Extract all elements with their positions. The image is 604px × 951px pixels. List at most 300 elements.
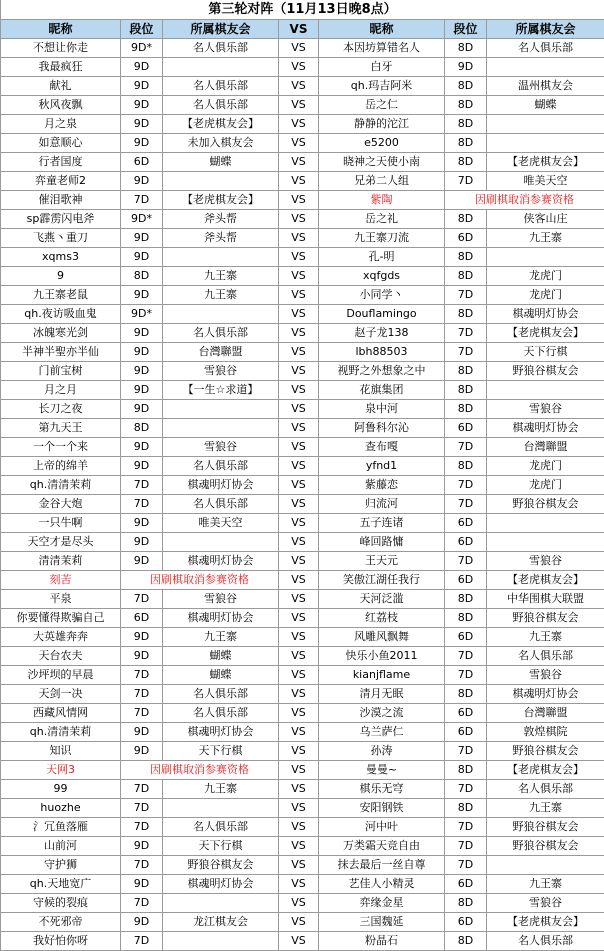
vs-label: VS: [279, 305, 319, 324]
player-club-left: 九王寨: [163, 780, 279, 799]
player-rank-left: 9D*: [121, 39, 163, 58]
player-name-left: 秋风夜飘: [1, 96, 121, 115]
player-club-right: 雪狼谷: [487, 400, 604, 419]
vs-label: VS: [279, 115, 319, 134]
vs-label: VS: [279, 267, 319, 286]
player-rank-left: 9D: [121, 913, 163, 932]
player-club-right: 野狼谷棋友会: [487, 495, 604, 514]
player-rank-left: 9D: [121, 286, 163, 305]
player-club-left: 棋魂明灯协会: [163, 609, 279, 628]
player-club-right: 温州棋友会: [487, 77, 604, 96]
player-club-left: 名人俱乐部: [163, 77, 279, 96]
player-name-right: 沙漠之流: [319, 704, 445, 723]
player-name-left: qh.清清茉莉: [1, 723, 121, 742]
player-rank-left: 9D: [121, 400, 163, 419]
player-name-left: 天台农夫: [1, 647, 121, 666]
player-rank-left: 9D: [121, 723, 163, 742]
player-name-left: 催泪歌神: [1, 191, 121, 210]
player-club-left: 未加入棋友会: [163, 134, 279, 153]
player-club-right: 野狼谷棋友会: [487, 837, 604, 856]
vs-label: VS: [279, 134, 319, 153]
table-row: [1, 381, 604, 400]
table-row: [1, 856, 604, 875]
player-rank-right: 7D: [445, 780, 487, 799]
player-club-left: 天下行棋: [163, 742, 279, 761]
player-name-left: sp霹雳闪电斧: [1, 210, 121, 229]
header-club-left: 所属棋友会: [163, 20, 279, 39]
vs-label: VS: [279, 609, 319, 628]
header-club-right: 所属棋友会: [487, 20, 604, 39]
sheet-title: 第三轮对阵（11月13日晚8点）: [1, 0, 604, 20]
vs-label: VS: [279, 666, 319, 685]
player-name-right: 笑傲江湖任我行: [319, 571, 445, 590]
player-rank-right: 6D: [445, 419, 487, 438]
player-club-right: 野狼谷棋友会: [487, 362, 604, 381]
player-name-left: 九王寨老鼠: [1, 286, 121, 305]
player-rank-left: 6D: [121, 609, 163, 628]
player-club-right: [487, 134, 604, 153]
vs-label: VS: [279, 780, 319, 799]
player-club-right: 名人俱乐部: [487, 932, 604, 951]
table-row: [1, 248, 604, 267]
player-name-left: 清清茉莉: [1, 552, 121, 571]
table-row: [1, 609, 604, 628]
table-row: [1, 666, 604, 685]
player-name-right: lbh88503: [319, 343, 445, 362]
player-rank-right: 7D: [445, 286, 487, 305]
player-name-left: 一个一个来: [1, 438, 121, 457]
player-club-right: [487, 58, 604, 77]
player-club-left: 蝴蝶: [163, 666, 279, 685]
vs-label: VS: [279, 381, 319, 400]
player-rank-left: 9D: [121, 248, 163, 267]
table-row: [1, 685, 604, 704]
vs-label: VS: [279, 514, 319, 533]
player-name-left: 守候的裂痕: [1, 894, 121, 913]
player-club-left: 野狼谷棋友会: [163, 856, 279, 875]
player-name-left: 我最疯狂: [1, 58, 121, 77]
player-name-right: 天河泛滥: [319, 590, 445, 609]
player-rank-left: 8D: [121, 419, 163, 438]
player-name-right: 乌兰萨仁: [319, 723, 445, 742]
player-name-right: qh.玛吉阿米: [319, 77, 445, 96]
table-row: [1, 39, 604, 58]
player-rank-right: 8D: [445, 685, 487, 704]
player-rank-right: 8D: [445, 115, 487, 134]
player-club-right: 名人俱乐部: [487, 647, 604, 666]
player-rank-left: 9D: [121, 229, 163, 248]
player-club-left: [163, 419, 279, 438]
player-club-left: 名人俱乐部: [163, 495, 279, 514]
player-rank-left: 7D: [121, 799, 163, 818]
player-club-right: [487, 856, 604, 875]
player-club-left: 天下行棋: [163, 837, 279, 856]
player-club-left: [163, 799, 279, 818]
player-club-left: 棋魂明灯协会: [163, 476, 279, 495]
player-club-left: 名人俱乐部: [163, 39, 279, 58]
player-name-left: 上帝的绵羊: [1, 457, 121, 476]
player-rank-right: 7D: [445, 818, 487, 837]
table-row: [1, 476, 604, 495]
vs-label: VS: [279, 362, 319, 381]
player-club-right: 九王寨: [487, 799, 604, 818]
player-club-left: [163, 932, 279, 951]
header-vs: VS: [279, 20, 319, 39]
player-club-left: 雪狼谷: [163, 362, 279, 381]
table-row: [1, 723, 604, 742]
vs-label: VS: [279, 96, 319, 115]
table-row: [1, 647, 604, 666]
player-name-right: 本因坊算错名人: [319, 39, 445, 58]
vs-label: VS: [279, 191, 319, 210]
player-club-right: 敦煌棋院: [487, 723, 604, 742]
player-club-left: [163, 894, 279, 913]
table-row: [1, 229, 604, 248]
player-rank-right: 7D: [445, 324, 487, 343]
player-club-right: 中华围棋大联盟: [487, 590, 604, 609]
player-rank-left: 7D: [121, 590, 163, 609]
header-row: [1, 20, 604, 39]
player-name-right: e5200: [319, 134, 445, 153]
player-club-right: 【老虎棋友会】: [487, 913, 604, 932]
table-row: [1, 875, 604, 894]
table-row: [1, 894, 604, 913]
player-name-right: 岳之礼: [319, 210, 445, 229]
player-rank-right: 9D: [445, 58, 487, 77]
player-club-right: 台灣聯盟: [487, 438, 604, 457]
player-rank-right: 8D: [445, 381, 487, 400]
player-club-right: 雪狼谷: [487, 666, 604, 685]
player-rank-left: 9D*: [121, 210, 163, 229]
table-row: [1, 115, 604, 134]
player-rank-right: 8D: [445, 134, 487, 153]
table-row: [1, 267, 604, 286]
player-club-left: [163, 400, 279, 419]
player-rank-right: 7D: [445, 438, 487, 457]
player-name-right: 归流河: [319, 495, 445, 514]
player-club-left: 名人俱乐部: [163, 457, 279, 476]
table-row: [1, 153, 604, 172]
player-rank-left: 7D: [121, 476, 163, 495]
player-club-left: 雪狼谷: [163, 438, 279, 457]
player-club-left: [163, 172, 279, 191]
header-name-left: 昵称: [1, 20, 121, 39]
player-rank-right: 8D: [445, 609, 487, 628]
player-name-right: 岳之仁: [319, 96, 445, 115]
player-rank-right: 7D: [445, 495, 487, 514]
player-rank-left: 9D: [121, 96, 163, 115]
player-rank-left: 7D: [121, 932, 163, 951]
player-club-left: 台灣聯盟: [163, 343, 279, 362]
disqualified-note-right: 因刷棋取消参赛资格: [445, 191, 604, 210]
player-name-left: 月之泉: [1, 115, 121, 134]
player-club-left: 棋魂明灯协会: [163, 723, 279, 742]
player-name-left: 氵冗鱼落雁: [1, 818, 121, 837]
player-name-right: 清月无眠: [319, 685, 445, 704]
player-rank-left: 7D: [121, 704, 163, 723]
player-rank-left: 9D: [121, 381, 163, 400]
vs-label: VS: [279, 552, 319, 571]
player-rank-right: 6D: [445, 533, 487, 552]
player-club-right: 雪狼谷: [487, 894, 604, 913]
table-row: [1, 571, 604, 590]
player-name-left: 不想让你走: [1, 39, 121, 58]
vs-label: VS: [279, 343, 319, 362]
player-rank-left: 9D: [121, 324, 163, 343]
table-row: [1, 818, 604, 837]
table-row: [1, 704, 604, 723]
player-name-left: 知识: [1, 742, 121, 761]
player-rank-right: 7D: [445, 856, 487, 875]
player-rank-right: 7D: [445, 647, 487, 666]
player-name-left: 大英雄奔奔: [1, 628, 121, 647]
player-rank-right: 8D: [445, 799, 487, 818]
player-rank-right: 8D: [445, 210, 487, 229]
pairing-rows: [1, 39, 604, 951]
player-rank-left: 9D: [121, 514, 163, 533]
player-club-right: 棋魂明灯协会: [487, 305, 604, 324]
table-row: [1, 590, 604, 609]
player-name-left: 刻苦: [1, 571, 121, 590]
player-name-left: 西藏风情网: [1, 704, 121, 723]
player-rank-right: 8D: [445, 932, 487, 951]
player-rank-right: 6D: [445, 229, 487, 248]
player-rank-left: 9D: [121, 628, 163, 647]
player-name-right: 孔-明: [319, 248, 445, 267]
player-rank-left: 9D: [121, 457, 163, 476]
player-club-right: 龙虎门: [487, 457, 604, 476]
player-club-left: 雪狼谷: [163, 590, 279, 609]
player-name-right: 抹去最后一丝自尊: [319, 856, 445, 875]
table-row: [1, 799, 604, 818]
player-club-left: 蝴蝶: [163, 153, 279, 172]
vs-label: VS: [279, 438, 319, 457]
table-row: [1, 837, 604, 856]
vs-label: VS: [279, 77, 319, 96]
vs-label: VS: [279, 913, 319, 932]
player-club-left: [163, 533, 279, 552]
player-rank-left: 9D: [121, 647, 163, 666]
vs-label: VS: [279, 400, 319, 419]
player-rank-right: 7D: [445, 552, 487, 571]
player-rank-left: 9D: [121, 58, 163, 77]
player-club-right: 棋魂明灯协会: [487, 419, 604, 438]
player-name-right: 晓神之天使小南: [319, 153, 445, 172]
player-club-right: [487, 514, 604, 533]
table-row: [1, 628, 604, 647]
player-rank-left: 7D: [121, 191, 163, 210]
vs-label: VS: [279, 495, 319, 514]
player-name-right: 三国魏延: [319, 913, 445, 932]
table-row: [1, 172, 604, 191]
disqualified-note-left: 因刷棋取消参赛资格: [121, 571, 279, 590]
vs-label: VS: [279, 647, 319, 666]
player-club-right: 九王寨: [487, 628, 604, 647]
vs-label: VS: [279, 761, 319, 780]
table-row: [1, 400, 604, 419]
player-name-right: yfnd1: [319, 457, 445, 476]
player-name-left: 一只牛啊: [1, 514, 121, 533]
player-name-left: 行者国度: [1, 153, 121, 172]
player-club-right: 【老虎棋友会】: [487, 153, 604, 172]
player-rank-right: 7D: [445, 666, 487, 685]
player-name-right: 花旗集团: [319, 381, 445, 400]
player-name-right: 白牙: [319, 58, 445, 77]
player-rank-right: 7D: [445, 742, 487, 761]
player-club-right: 九王寨: [487, 229, 604, 248]
player-rank-left: 9D: [121, 742, 163, 761]
player-club-left: 斧头帮: [163, 229, 279, 248]
table-row: [1, 742, 604, 761]
table-row: [1, 210, 604, 229]
player-name-right: 阿鲁科尔沁: [319, 419, 445, 438]
player-club-left: 名人俱乐部: [163, 818, 279, 837]
player-club-right: 九王寨: [487, 875, 604, 894]
player-name-left: 弈童老师2: [1, 172, 121, 191]
vs-label: VS: [279, 932, 319, 951]
player-club-right: 天下行棋: [487, 343, 604, 362]
vs-label: VS: [279, 685, 319, 704]
player-rank-left: 9D: [121, 875, 163, 894]
disqualified-note-left: 因刷棋取消参赛资格: [121, 761, 279, 780]
table-row: [1, 780, 604, 799]
player-name-left: 飞燕丶重刀: [1, 229, 121, 248]
player-name-right: 红荔枝: [319, 609, 445, 628]
player-club-left: 龙江棋友会: [163, 913, 279, 932]
player-name-left: qh.清清茉莉: [1, 476, 121, 495]
player-name-right: 静静的沱江: [319, 115, 445, 134]
player-club-left: 九王寨: [163, 286, 279, 305]
table-row: [1, 324, 604, 343]
player-rank-left: 9D: [121, 115, 163, 134]
player-club-right: 棋魂明灯协会: [487, 685, 604, 704]
table-row: [1, 913, 604, 932]
player-rank-left: 7D: [121, 818, 163, 837]
header-name-right: 昵称: [319, 20, 445, 39]
player-rank-right: 8D: [445, 362, 487, 381]
player-name-right: 万类霜天竞自由: [319, 837, 445, 856]
player-name-left: 9: [1, 267, 121, 286]
vs-label: VS: [279, 837, 319, 856]
player-club-left: [163, 248, 279, 267]
player-name-right: 兄弟二人组: [319, 172, 445, 191]
player-rank-left: 9D: [121, 343, 163, 362]
player-club-left: 名人俱乐部: [163, 96, 279, 115]
player-name-left: 月之月: [1, 381, 121, 400]
player-club-left: 棋魂明灯协会: [163, 552, 279, 571]
player-club-right: [487, 248, 604, 267]
player-name-left: 如意顺心: [1, 134, 121, 153]
player-club-right: [487, 533, 604, 552]
player-name-right: Douflamingo: [319, 305, 445, 324]
player-name-right: xqfgds: [319, 267, 445, 286]
player-name-left: 99: [1, 780, 121, 799]
player-name-left: 你要懂得欺骗自己: [1, 609, 121, 628]
player-club-right: 龙虎门: [487, 476, 604, 495]
table-row: [1, 58, 604, 77]
player-club-right: 【老虎棋友会】: [487, 761, 604, 780]
player-rank-left: 8D: [121, 267, 163, 286]
player-club-left: [163, 305, 279, 324]
player-club-right: [487, 115, 604, 134]
player-name-right: 泉中河: [319, 400, 445, 419]
player-club-left: 蝴蝶: [163, 647, 279, 666]
table-row: [1, 96, 604, 115]
player-name-right: 小同学丶: [319, 286, 445, 305]
player-club-right: 【老虎棋友会】: [487, 324, 604, 343]
player-club-right: 名人俱乐部: [487, 39, 604, 58]
player-rank-left: 9D: [121, 77, 163, 96]
table-row: [1, 286, 604, 305]
vs-label: VS: [279, 628, 319, 647]
player-name-right: 九王寨刀流: [319, 229, 445, 248]
player-name-right: 曼曼~: [319, 761, 445, 780]
table-row: [1, 495, 604, 514]
table-row: [1, 552, 604, 571]
player-club-left: 名人俱乐部: [163, 324, 279, 343]
player-club-right: 野狼谷棋友会: [487, 609, 604, 628]
player-club-right: 唯美天空: [487, 172, 604, 191]
player-rank-left: 7D: [121, 894, 163, 913]
header-rank-left: 段位: [121, 20, 163, 39]
vs-label: VS: [279, 894, 319, 913]
player-rank-right: 8D: [445, 39, 487, 58]
player-club-right: [487, 381, 604, 400]
player-club-right: 龙虎门: [487, 286, 604, 305]
player-rank-right: 8D: [445, 267, 487, 286]
player-name-left: 冰魄寒光剑: [1, 324, 121, 343]
player-name-right: 五子连诸: [319, 514, 445, 533]
table-row: [1, 134, 604, 153]
player-name-left: 我好怕你呀: [1, 932, 121, 951]
player-name-right: 查布嘎: [319, 438, 445, 457]
table-row: [1, 419, 604, 438]
player-club-right: 【老虎棋友会】: [487, 571, 604, 590]
table-row: [1, 191, 604, 210]
player-name-left: 天空才是尽头: [1, 533, 121, 552]
table-row: [1, 305, 604, 324]
player-rank-right: 8D: [445, 894, 487, 913]
player-club-left: 唯美天空: [163, 514, 279, 533]
player-rank-right: 6D: [445, 628, 487, 647]
vs-label: VS: [279, 210, 319, 229]
player-club-left: 棋魂明灯协会: [163, 875, 279, 894]
player-club-left: 九王寨: [163, 267, 279, 286]
table-row: [1, 362, 604, 381]
player-name-right: 紫藤恋: [319, 476, 445, 495]
table-row: [1, 932, 604, 951]
vs-label: VS: [279, 875, 319, 894]
player-club-right: 蝴蝶: [487, 96, 604, 115]
player-rank-right: 7D: [445, 837, 487, 856]
vs-label: VS: [279, 799, 319, 818]
player-rank-right: 8D: [445, 153, 487, 172]
vs-label: VS: [279, 856, 319, 875]
player-name-right: 河中叶: [319, 818, 445, 837]
player-rank-left: 9D: [121, 172, 163, 191]
player-name-right: 视野之外想象之中: [319, 362, 445, 381]
player-name-left: 不死邪帝: [1, 913, 121, 932]
player-club-right: 台灣聯盟: [487, 704, 604, 723]
player-name-left: 门前宝树: [1, 362, 121, 381]
player-rank-left: 9D: [121, 362, 163, 381]
player-rank-left: 9D: [121, 533, 163, 552]
player-rank-left: 7D: [121, 856, 163, 875]
player-name-right: 峰回路慵: [319, 533, 445, 552]
player-name-left: xqms3: [1, 248, 121, 267]
vs-label: VS: [279, 172, 319, 191]
table-row: [1, 77, 604, 96]
